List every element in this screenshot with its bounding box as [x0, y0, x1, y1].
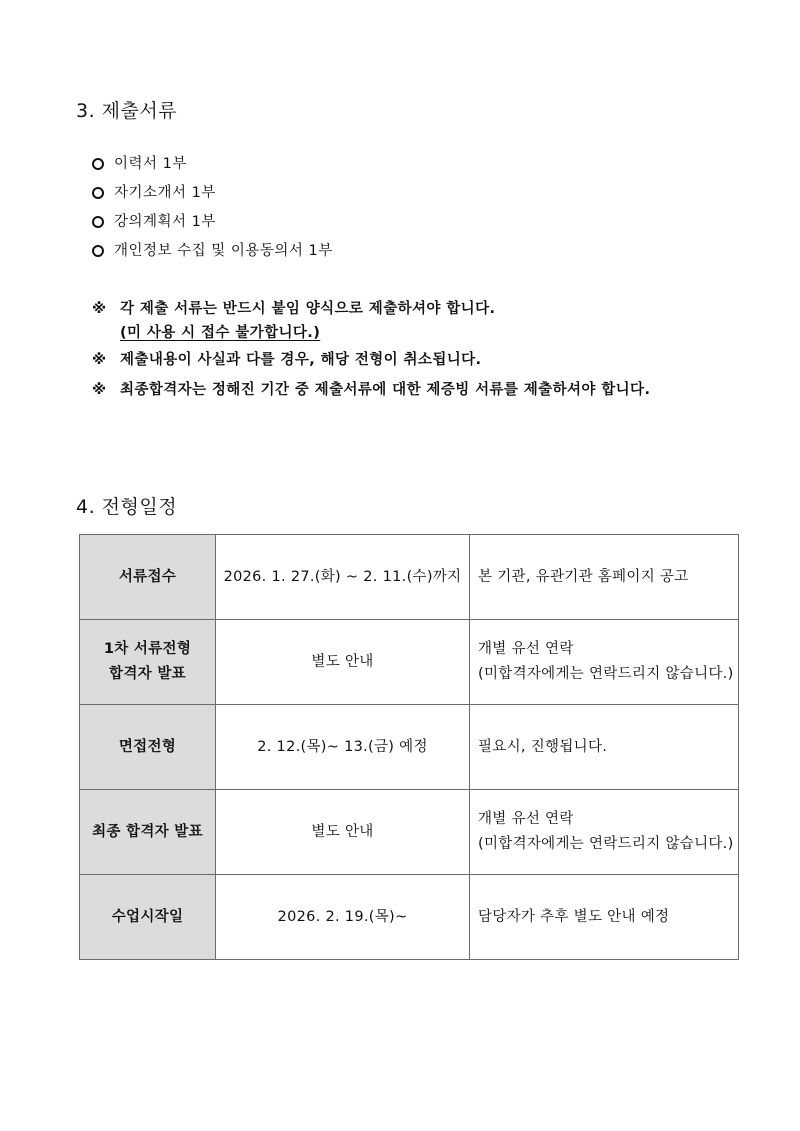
- notice-text: 최종합격자는 정해진 기간 중 제출서류에 대한 제증빙 서류를 제출하셔야 합니다.: [120, 382, 651, 398]
- row-label-cell: [80, 790, 216, 875]
- row-label-cell: [80, 535, 216, 620]
- note-text: 본 기관, 유관기관 홈페이지 공고: [478, 568, 689, 585]
- table-row: [80, 620, 739, 705]
- list-item: [92, 153, 333, 182]
- row-label-text: 서류접수: [118, 568, 177, 585]
- circle-bullet-icon: [92, 216, 104, 228]
- note-cell: [470, 790, 739, 875]
- date-cell: 2026. 1. 27.(화) ~ 2. 11.(수)까지: [216, 535, 470, 620]
- table-row: [80, 875, 739, 960]
- section-title-schedule: 4. 전형일정: [76, 496, 178, 518]
- note-text: 필요시, 진행됩니다.: [478, 738, 608, 755]
- notice-subtext: [92, 322, 732, 349]
- note-text: 개별 유선 연락: [478, 811, 574, 827]
- document-item-text: 이력서 1부: [114, 156, 187, 172]
- row-label-cell: [80, 705, 216, 790]
- note-cell: [470, 535, 739, 620]
- circle-bullet-icon: [92, 158, 104, 170]
- reference-mark-icon: ※: [92, 301, 107, 317]
- schedule-table: [79, 534, 739, 960]
- row-label-text: 수업시작일: [111, 908, 184, 925]
- notice-item: [92, 379, 732, 403]
- table-row: [80, 790, 739, 875]
- circle-bullet-icon: [92, 187, 104, 199]
- document-item-text: 개인정보 수집 및 이용동의서 1부: [114, 243, 333, 259]
- notice-underlined-text: (미 사용 시 접수 불가합니다.): [120, 325, 321, 341]
- table-row: [80, 535, 739, 620]
- date-cell: 2. 12.(목)~ 13.(금) 예정: [216, 705, 470, 790]
- note-cell: [470, 620, 739, 705]
- row-label-cell: [80, 875, 216, 960]
- notice-item: [92, 298, 732, 322]
- list-item: [92, 211, 333, 240]
- notice-block: [92, 298, 732, 403]
- date-cell: 2026. 2. 19.(목)~: [216, 875, 470, 960]
- table-row: [80, 705, 739, 790]
- list-item: [92, 182, 333, 211]
- date-cell: 별도 안내: [216, 790, 470, 875]
- row-label-text: 최종 합격자 발표: [92, 823, 203, 840]
- notice-text: 각 제출 서류는 반드시 붙임 양식으로 제출하셔야 합니다.: [120, 301, 496, 317]
- section-title-submission-documents: 3. 제출서류: [76, 100, 178, 122]
- note-cell: [470, 875, 739, 960]
- notice-text: 제출내용이 사실과 다를 경우, 해당 전형이 취소됩니다.: [120, 352, 482, 368]
- date-cell: 별도 안내: [216, 620, 470, 705]
- reference-mark-icon: ※: [92, 352, 107, 368]
- note-text: (미합격자에게는 연락드리지 않습니다.): [478, 836, 734, 852]
- row-label-cell: [80, 620, 216, 705]
- document-item-text: 강의계획서 1부: [114, 214, 216, 230]
- row-label-text: 1차 서류전형: [103, 641, 192, 657]
- note-cell: [470, 705, 739, 790]
- notice-item: [92, 349, 732, 379]
- document-list: [92, 153, 333, 269]
- note-text: 개별 유선 연락: [478, 641, 574, 657]
- note-text: (미합격자에게는 연락드리지 않습니다.): [478, 666, 734, 682]
- circle-bullet-icon: [92, 245, 104, 257]
- reference-mark-icon: ※: [92, 382, 107, 398]
- list-item: [92, 240, 333, 269]
- note-text: 담당자가 추후 별도 안내 예정: [478, 908, 670, 925]
- row-label-text: 면접전형: [118, 738, 177, 755]
- document-item-text: 자기소개서 1부: [114, 185, 216, 201]
- row-label-text: 합격자 발표: [109, 666, 186, 682]
